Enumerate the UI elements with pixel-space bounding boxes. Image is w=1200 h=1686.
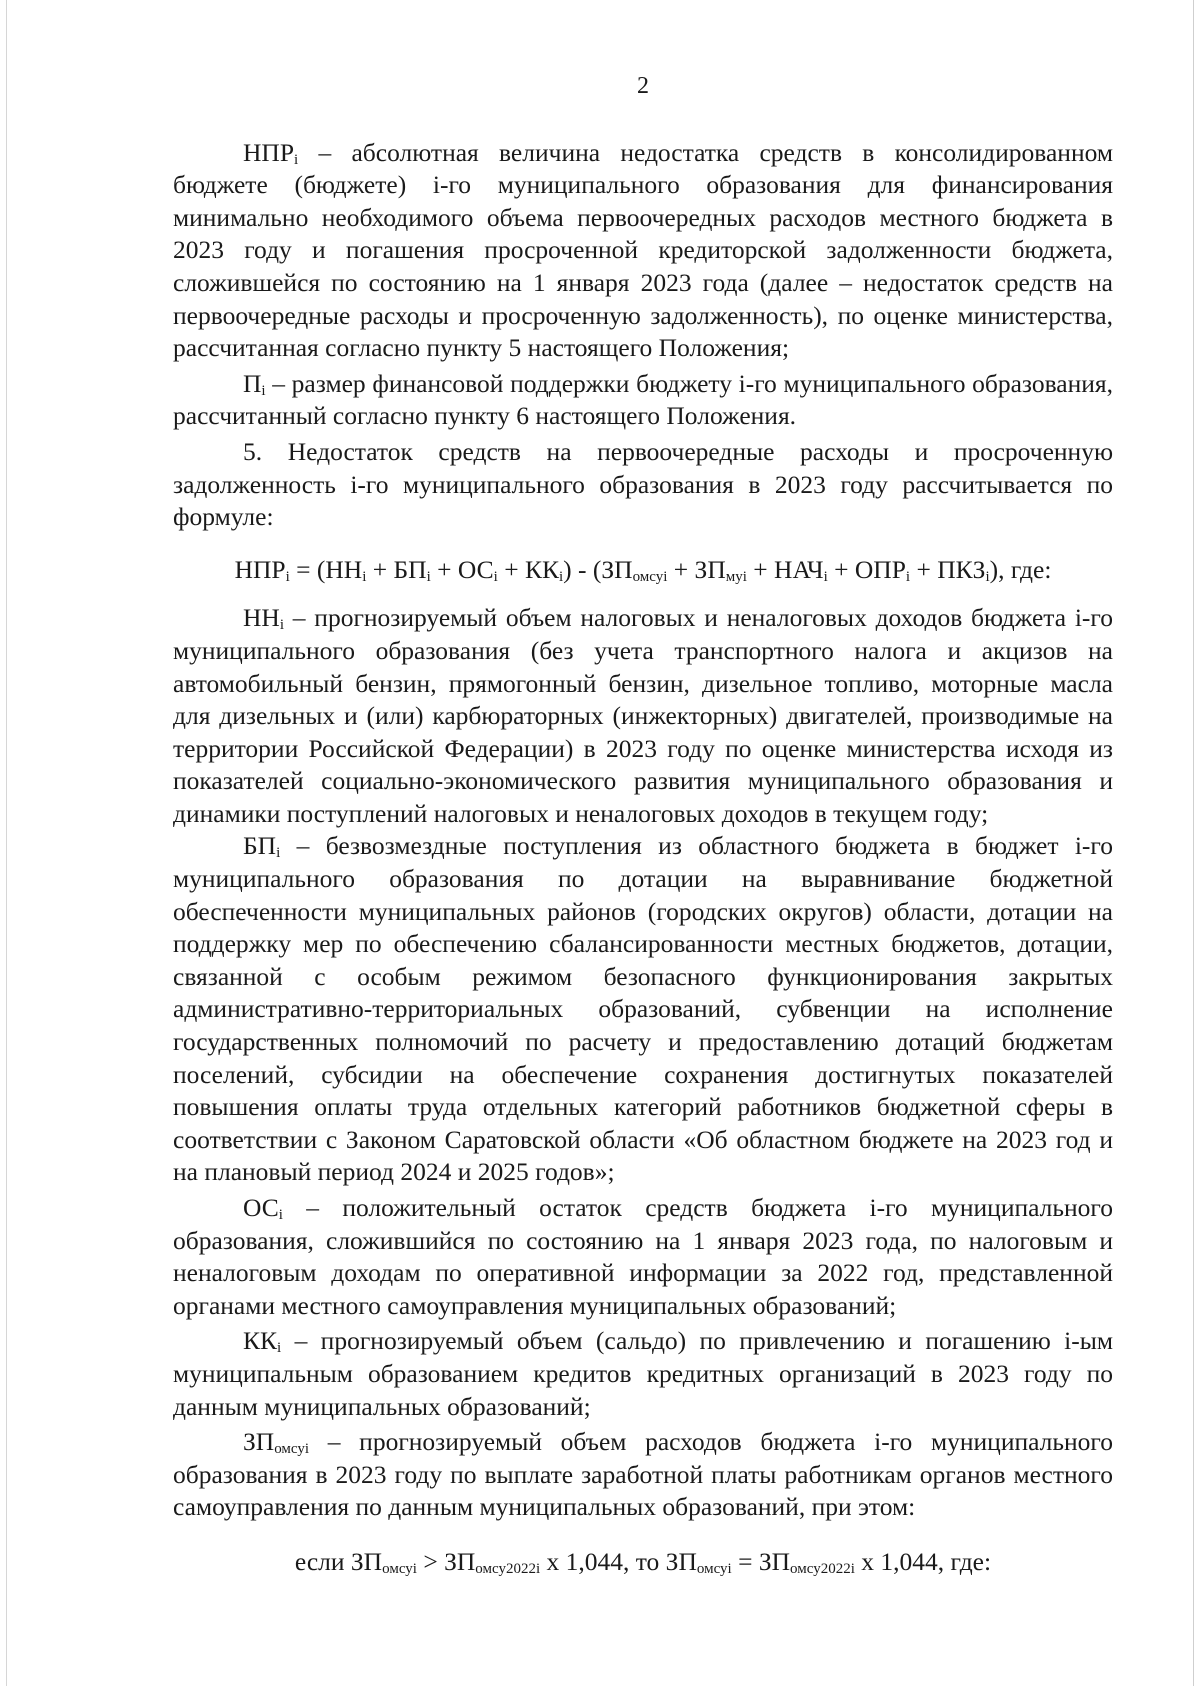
page-number: 2 xyxy=(637,73,649,99)
definition-text: – прогнозируемый объем расходов бюджета i-го муниципального образования в 2023 году по выплате заработной платы работникам органов местного самоуправления по данным муниципальных образований, при этом: xyxy=(173,1427,1113,1522)
definition-text: – прогнозируемый объем (сальдо) по привлечению и погашению i-ым муниципальным образованием кредитов кредитных организаций в 2023 году по данным муниципальных образований; xyxy=(173,1326,1113,1421)
symbol-p: П xyxy=(243,368,262,398)
document-page xyxy=(173,70,1113,1579)
definition-p: $П_i$ – размер финансовой поддержки бюджету i-го муниципального образования, рассчитанный согласно пункту 6 настоящего Положения. xyxy=(173,368,1113,431)
symbol-kk: КК xyxy=(243,1326,278,1356)
scan-edge-right xyxy=(1193,0,1194,1686)
formula-npr: $НПР_i = (НН_i + БП_i + ОС_i + КК_i) - (ЗП_{омсуi} + ЗП_{муi} + НАЧ_i + ОПР_i + ПКЗ_i)$, где: xyxy=(234,554,1052,585)
symbol-nn: НН xyxy=(243,603,280,633)
definition-npr: $НПР_i$ – абсолютная величина недостатка средств в консолидированном бюджете (бюджете) i-го муниципального образования для финансирования минимально необходимого объема первоочередных расходов местного бюджета в 2023 году и погашения просроченной кредиторской задолженности бюджета, сложившейся по состоянию на 1 января 2023 года (далее – недостаток средств на первоочередные расходы и просроченную задолженность), по оценке министерства, рассчитанная согласно пункту 5 настоящего Положения; xyxy=(173,137,1113,363)
symbol-zp-omsu: ЗП xyxy=(243,1427,275,1457)
definition-text: – положительный остаток средств бюджета i-го муниципального образования, сложившийся по состоянию на 1 января 2023 года, по налоговым и неналоговым доходам по оперативной информации за 2022 год, представленной органами местного самоуправления муниципальных образований; xyxy=(173,1193,1113,1320)
scan-edge-left xyxy=(6,0,7,1686)
definition-bp: $БП_i$ – безвозмездные поступления из областного бюджета в бюджет i-го муниципального образования по дотации на выравнивание бюджетной обеспеченности муниципальных районов (городских округов) области, дотации на поддержку мер по обеспечению сбалансированности местных бюджетов, дотации, связанной с особым режимом безопасного функционирования закрытых административно-территориальных образований, субвенции на исполнение государственных полномочий по расчету и предоставлению дотаций бюджетам поселений, субсидии на обеспечение сохранения достигнутых показателей повышения оплаты труда отдельных категорий работников бюджетной сферы в соответствии с Законом Саратовской области «Об областном бюджете на 2023 год и на плановый период 2024 и 2025 годов»; xyxy=(173,831,1113,1187)
definition-text: – безвозмездные поступления из областного бюджета в бюджет i-го муниципального образования по дотации на выравнивание бюджетной обеспеченности муниципальных районов (городских округов) области, дотации на поддержку мер по обеспечению сбалансированности местных бюджетов, дотации, связанной с особым режимом безопасного функционирования закрытых административно-территориальных образований, субвенции на исполнение государственных полномочий по расчету и предоставлению дотаций бюджетам поселений, субсидии на обеспечение сохранения достигнутых показателей повышения оплаты труда отдельных категорий работников бюджетной сферы в соответствии с Законом Саратовской области «Об областном бюджете на 2023 год и на плановый период 2024 и 2025 годов»; xyxy=(173,831,1113,1187)
definition-nn: $НН_i$ – прогнозируемый объем налоговых и неналоговых доходов бюджета i-го муниципального образования (без учета транспортного налога и акцизов на автомобильный бензин, прямогонный бензин, дизельное топливо, моторные масла для дизельных и (или) карбюраторных (инжекторных) двигателей, производимые на территории Российской Федерации) в 2023 году по оценке министерства исходя из показателей социально-экономического развития муниципального образования и динамики поступлений налоговых и неналоговых доходов в текущем году; xyxy=(173,603,1113,828)
definition-os: $ОС_i$ – положительный остаток средств бюджета i-го муниципального образования, сложившийся по состоянию на 1 января 2023 года, по налоговым и неналоговым доходам по оперативной информации за 2022 год, представленной органами местного самоуправления муниципальных образований; xyxy=(173,1193,1113,1320)
formula-zp-condition: если $ЗП_{омсуi} > ЗП_{омсу2022i}$ х 1,044, то $ЗП_{омсуi} = ЗП_{омсу2022i}$ х 1,044, где: xyxy=(294,1546,992,1577)
symbol-os: ОС xyxy=(243,1193,279,1222)
definition-text: – абсолютная величина недостатка средств в консолидированном бюджете (бюджете) i-го муниципального образования для финансирования минимально необходимого объема первоочередных расходов местного бюджета в 2023 году и погашения просроченной кредиторской задолженности бюджета, сложившейся по состоянию на 1 января 2023 года (далее – недостаток средств на первоочередные расходы и просроченную задолженность), по оценке министерства, рассчитанная согласно пункту 5 настоящего Положения; xyxy=(173,137,1113,363)
definition-text: – размер финансовой поддержки бюджету i-го муниципального образования, рассчитанный согласно пункту 6 настоящего Положения. xyxy=(173,368,1113,431)
symbol-npr: НПР xyxy=(243,137,295,167)
symbol-bp: БП xyxy=(243,831,277,861)
definition-text: – прогнозируемый объем налоговых и неналоговых доходов бюджета i-го муниципального образования (без учета транспортного налога и акцизов на автомобильный бензин, прямогонный бензин, дизельное топливо, моторные масла для дизельных и (или) карбюраторных (инжекторных) двигателей, производимые на территории Российской Федерации) в 2023 году по оценке министерства исходя из показателей социально-экономического развития муниципального образования и динамики поступлений налоговых и неналоговых доходов в текущем году; xyxy=(173,603,1113,828)
paragraph-5: 5. Недостаток средств на первоочередные расходы и просроченную задолженность i-го муниципального образования в 2023 году рассчитывается по формуле: xyxy=(173,436,1113,532)
definition-zp-omsu: $ЗП_{омсуi}$ – прогнозируемый объем расходов бюджета i-го муниципального образования в 2023 году по выплате заработной платы работникам органов местного самоуправления по данным муниципальных образований, при этом: xyxy=(173,1427,1113,1522)
definition-kk: $КК_i$ – прогнозируемый объем (сальдо) по привлечению и погашению i-ым муниципальным образованием кредитов кредитных организаций в 2023 году по данным муниципальных образований; xyxy=(173,1326,1113,1421)
